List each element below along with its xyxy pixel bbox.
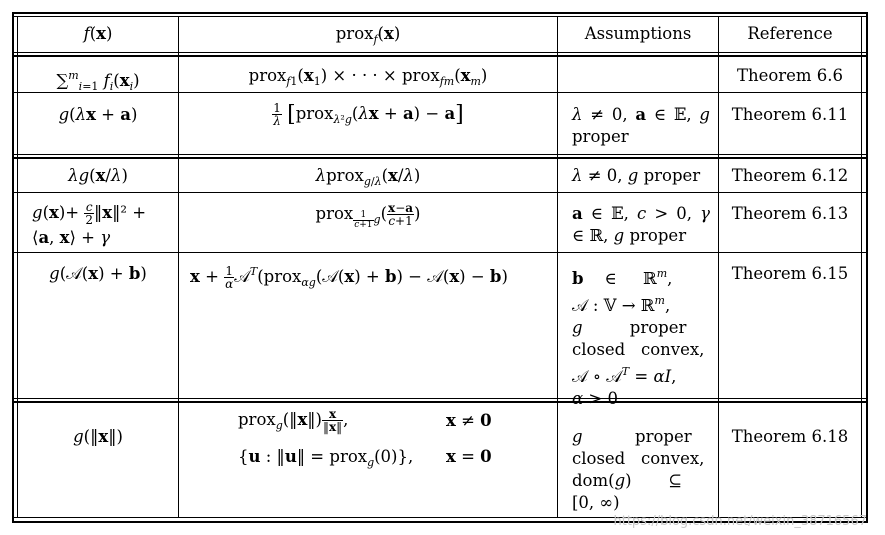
rule-row2b	[12, 157, 868, 159]
row5-f: g(𝒜(x) + b)	[49, 264, 147, 283]
row3-prox: λprox$_{g/\lambda}$(x/λ)	[315, 166, 421, 188]
row3-reference: Theorem 6.12	[731, 166, 849, 185]
row6-assumptions: g proper closed convex, dom(g) ⊆ [0, ∞)	[572, 427, 705, 512]
row3-assumptions: λ ≠ 0, g proper	[572, 166, 701, 185]
row4-f: g(x)+ $\frac{c}{2}$ ‖x‖² + ⟨a, x⟩ + γ	[32, 200, 147, 247]
rule-right-outer	[866, 12, 868, 523]
row4-assumptions: a ∈ 𝔼, c > 0, γ ∈ ℝ, g proper	[572, 204, 710, 245]
row2-prox: $\frac{1}{\lambda}$ [prox$_{\lambda^2g}$(λx + a) − a]	[273, 101, 464, 128]
rule-row2	[12, 154, 868, 155]
row1-reference: Theorem 6.6	[736, 66, 844, 85]
row6-prox-cond1: x ≠ 0	[446, 411, 492, 430]
rule-right-inner	[861, 16, 862, 518]
row5-reference: Theorem 6.15	[731, 264, 849, 283]
row6-reference: Theorem 6.18	[731, 427, 849, 446]
row5-prox: x + $\frac{1}{\alpha}$ 𝒜$^T$(prox$_{\alpha g}$(𝒜(x) + b) − 𝒜(x) − b)	[190, 264, 508, 291]
row2-reference: Theorem 6.11	[731, 105, 849, 124]
row3-f: λg(x/λ)	[68, 166, 128, 185]
watermark: https://blog.csdn.net/weixin_38716567	[613, 514, 867, 529]
row2-assumptions: λ ≠ 0, a ∈ 𝔼, g proper	[572, 105, 710, 146]
row1-f: ∑$^m_{i=1}$ $f_i(x_i)$	[56, 69, 140, 93]
rule-col2	[557, 16, 558, 518]
row4-reference: Theorem 6.13	[731, 204, 849, 223]
rule-row4	[12, 252, 868, 253]
row2-f: g(λx + a)	[58, 105, 138, 124]
row6-prox-line1: prox$_g$(‖x‖) $\frac{x}{‖x‖}$ ,	[238, 407, 349, 434]
rule-top-outer	[12, 12, 868, 14]
header-prox: prox$_f$(x)	[335, 24, 401, 46]
header-fx: f(x)	[83, 24, 113, 43]
row6-f: g(‖x‖)	[73, 427, 123, 446]
rule-row5	[12, 398, 868, 399]
header-reference: Reference	[747, 24, 833, 43]
row4-prox: prox $_{\frac{1}{c+1} g}$( $\frac{x-a}{c+1}$ )	[315, 201, 421, 230]
rule-top-inner	[12, 16, 868, 17]
rule-header-bottom	[12, 52, 868, 53]
prox-calculus-table	[12, 12, 868, 524]
header-assumptions: Assumptions	[584, 24, 692, 43]
row6-prox-cond2: x = 0	[446, 447, 492, 466]
rule-row5b	[12, 401, 868, 403]
rule-header-bottom-2	[12, 55, 868, 57]
row6-prox-line2: {u : ‖u‖ = prox$_g$(0)},	[238, 447, 414, 469]
rule-left-outer	[12, 12, 14, 523]
row5-assumptions: b ∈ ℝ$^m$, 𝒜 : 𝕍 → ℝ$^m$, g proper closed convex, 𝒜 ∘ 𝒜$^T$ = αI, α > 0	[572, 267, 705, 408]
row1-prox: $prox_{f1}(x_1)$ × · · · × $prox_{fm}(x_m)$	[248, 66, 488, 88]
